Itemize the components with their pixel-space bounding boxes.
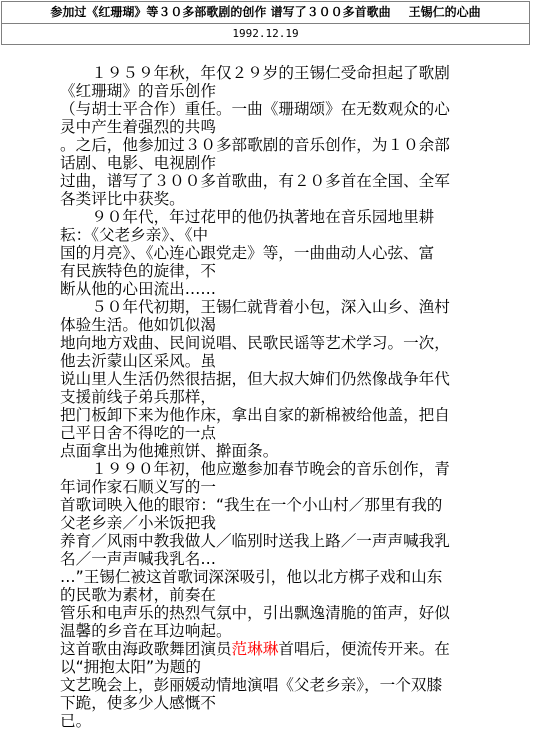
article-line: 。之后，他参加过３０多部歌剧的音乐创作，为１０余部 (60, 136, 450, 154)
publication-date: 1992.12.19 (2, 24, 530, 45)
article-line: 有民族特色的旋律，不 (60, 262, 216, 280)
article-line-highlighted (60, 640, 472, 658)
article-line: 体验生活。他如饥似渴 (60, 316, 216, 334)
article-line: 说山里人生活仍然很拮据，但大叔大婶们仍然像战争年代 (60, 370, 450, 388)
header-title-row (2, 2, 530, 24)
article-line: 温馨的乡音在耳边响起。 (60, 622, 232, 640)
article-title: 王锡仁的心曲 (408, 5, 481, 19)
article-line: 已。 (60, 712, 92, 730)
article-line: 文艺晚会上，彭丽媛动情地演唱《父老乡亲》，一个双膝 (60, 676, 443, 694)
article-line: １９９０年初，他应邀参加春节晚会的音乐创作，青 (60, 460, 450, 478)
article-body (60, 64, 472, 730)
article-line: 的民歌为素材，前奏在 (60, 586, 216, 604)
performer-name: 范琳琳 (231, 640, 279, 658)
article-line: …”王锡仁被这首歌词深深吸引，他以北方梆子戏和山东 (60, 568, 443, 586)
highlight-prefix: 这首歌由海政歌舞团演员 (60, 640, 232, 658)
article-line: 他去沂蒙山区采风。虽 (60, 352, 216, 370)
article-line: 断从他的心田流出…… (60, 280, 216, 298)
article-line: 耘：《父老乡亲》、《中 (60, 226, 209, 244)
article-line: ９０年代，年过花甲的他仍执著地在音乐园地里耕 (60, 208, 435, 226)
article-line: 把门板卸下来为他作床，拿出自家的新棉被给他盖，把自 (60, 406, 450, 424)
article-line: ５０年代初期，王锡仁就背着小包，深入山乡、渔村 (60, 298, 450, 316)
article-line: （与胡士平合作）重任。一曲《珊瑚颂》在无数观众的心 (60, 100, 450, 118)
article-line: 话剧、电影、电视剧作 (60, 154, 216, 172)
article-line: 管乐和电声乐的热烈气氛中，引出飘逸清脆的笛声，好似 (60, 604, 450, 622)
highlight-suffix: 首唱后，便流传开来。在 (278, 640, 450, 658)
header-subtitle: 参加过《红珊瑚》等３０多部歌剧的创作 谱写了３００多首歌曲 (50, 5, 391, 19)
article-line: 养育／风雨中教我做人／临别时送我上路／一声声喊我乳 (60, 532, 450, 550)
article-line: 点面拿出为他摊煎饼、擀面条。 (60, 442, 279, 460)
article-line: 支援前线子弟兵那样， (60, 388, 216, 406)
article-line: 名／一声声喊我乳名… (60, 550, 216, 568)
article-line: 首歌词映入他的眼帘：“我生在一个小山村／那里有我的 (60, 496, 443, 514)
article-line: 地向地方戏曲、民间说唱、民歌民谣等艺术学习。一次， (60, 334, 450, 352)
article-line: 过曲，谱写了３００多首歌曲，有２０多首在全国、全军 (60, 172, 450, 190)
article-line: 《红珊瑚》的音乐创作 (60, 82, 216, 100)
article-line: 父老乡亲／小米饭把我 (60, 514, 216, 532)
article-line: 年词作家石顺义写的一 (60, 478, 216, 496)
article-line: 国的月亮》、《心连心跟党走》等，一曲曲动人心弦、富 (60, 244, 435, 262)
article-line: １９５９年秋，年仅２９岁的王锡仁受命担起了歌剧 (60, 64, 450, 82)
article-line: 己平日舍不得吃的一点 (60, 424, 216, 442)
article-line: 灵中产生着强烈的共鸣 (60, 118, 216, 136)
article-line: 以“拥抱太阳”为题的 (60, 658, 201, 676)
article-header (1, 1, 530, 45)
article-line: 下跪，使多少人感慨不 (60, 694, 216, 712)
article-line: 各类评比中获奖。 (60, 190, 185, 208)
